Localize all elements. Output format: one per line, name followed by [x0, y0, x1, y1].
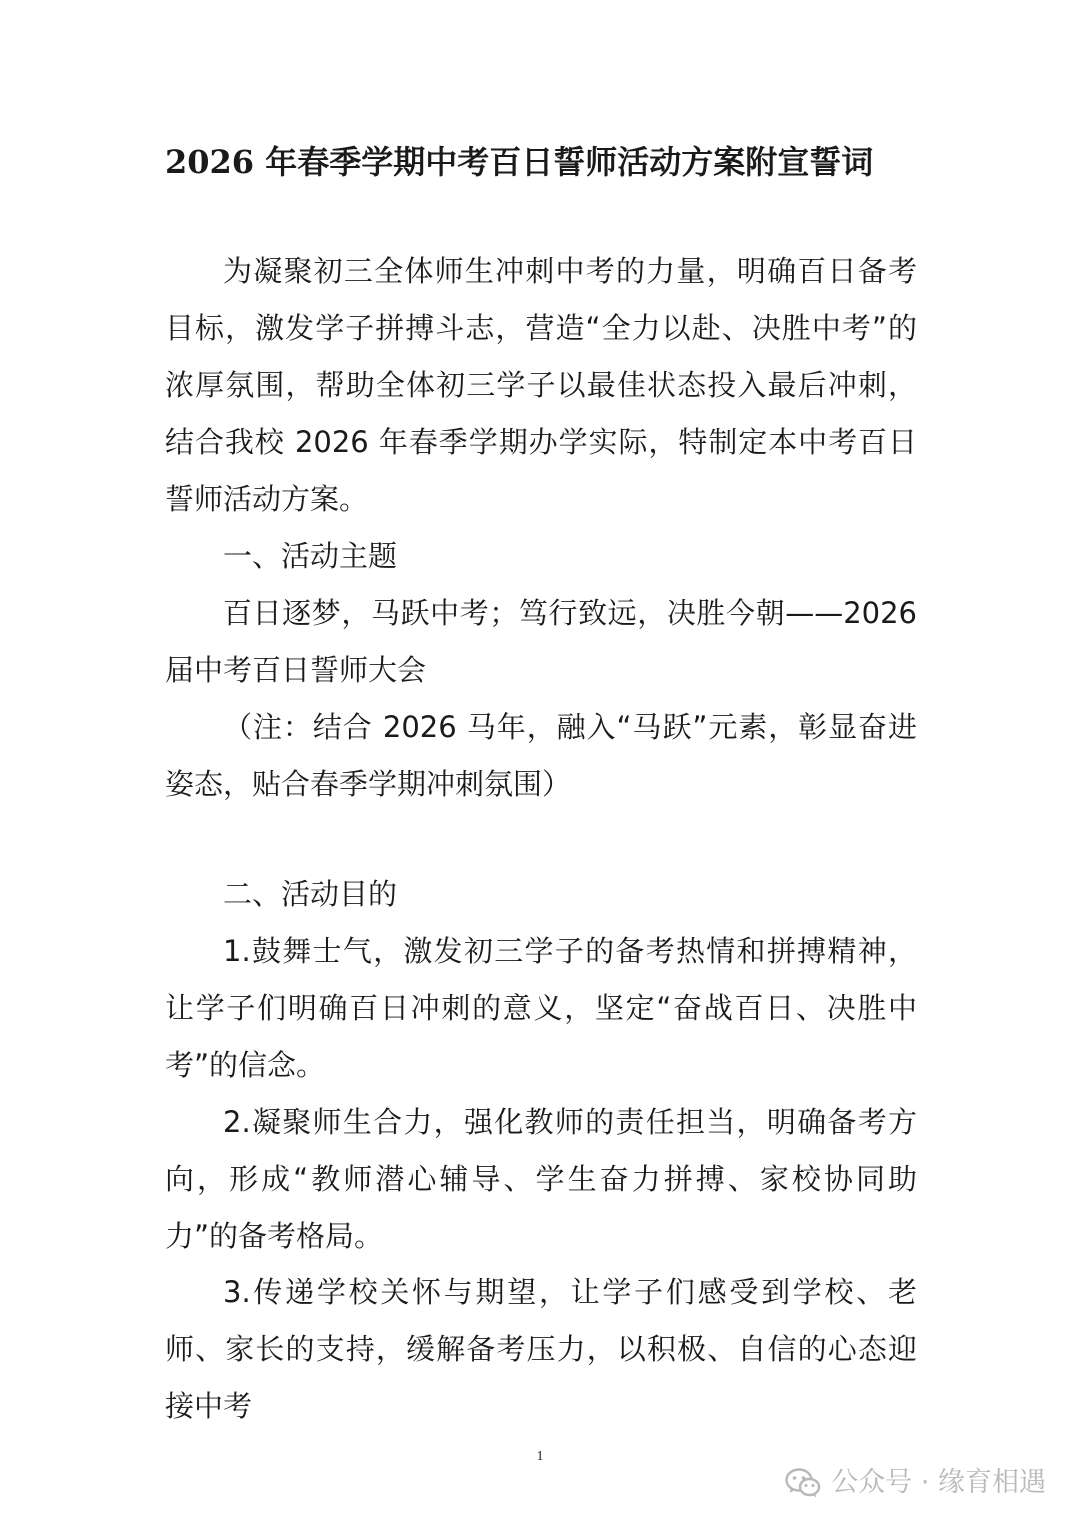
document-title: 2026 年春季学期中考百日誓师活动方案附宣誓词	[165, 143, 874, 181]
note-paragraph: （注：结合 2026 马年，融入“马跃”元素，彰显奋进姿态，贴合春季学期冲刺氛围）	[165, 710, 917, 801]
page-number: 1	[536, 1449, 544, 1464]
section-heading-theme: 一、活动主题	[223, 539, 398, 573]
goal-paragraph-1: 1.鼓舞士气，激发初三学子的备考热情和拼搏精神，让学子们明确百日冲刺的意义，坚定“奋战百日、决胜中考”的信念。	[165, 934, 917, 1082]
wechat-watermark	[785, 1463, 1046, 1503]
theme-paragraph: 百日逐梦，马跃中考；笃行致远，决胜今朝——2026 届中考百日誓师大会	[165, 596, 917, 687]
intro-paragraph: 为凝聚初三全体师生冲刺中考的力量，明确百日备考目标，激发学子拼搏斗志，营造“全力以赴、决胜中考”的浓厚氛围，帮助全体初三学子以最佳状态投入最后冲刺，结合我校 2026 年春季学期办学实际，特制定本中考百日誓师活动方案。	[165, 254, 917, 516]
goal-paragraph-3: 3.传递学校关怀与期望，让学子们感受到学校、老师、家长的支持，缓解备考压力，以积极、自信的心态迎接中考	[165, 1275, 917, 1423]
watermark-text: 公众号 · 缘育相遇	[831, 1467, 1046, 1498]
section-heading-goals: 二、活动目的	[223, 877, 398, 911]
goal-paragraph-2: 2.凝聚师生合力，强化教师的责任担当，明确备考方向，形成“教师潜心辅导、学生奋力拼搏、家校协同助力”的备考格局。	[165, 1105, 917, 1253]
wechat-icon	[785, 1467, 821, 1499]
